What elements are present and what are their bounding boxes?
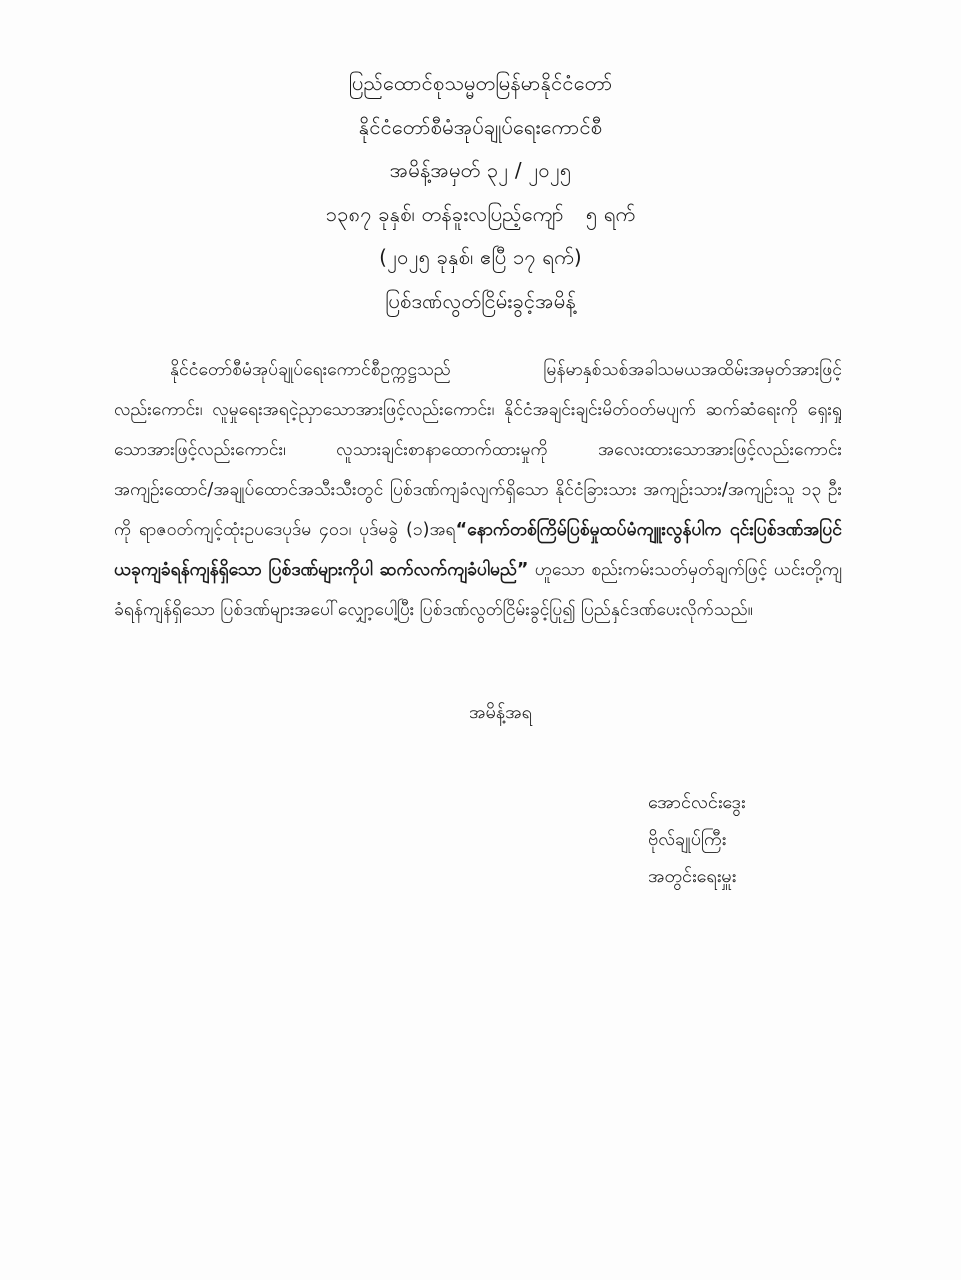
myanmar-date-day: ၅ ရက်	[585, 201, 636, 226]
order-number: အမိန့်အမှတ် ၃၂ / ၂၀၂၅	[389, 158, 572, 182]
order-subject: ပြစ်ဒဏ်လွတ်ငြိမ်းခွင့်အမိန့်	[385, 288, 576, 313]
signatory-rank: ဗိုလ်ချုပ်ကြီး	[648, 829, 727, 850]
myanmar-date-month: ၁၃၈၇ ခုနှစ်၊ တန်ခူးလပြည့်ကျော်	[325, 201, 564, 226]
document-header	[0, 62, 961, 323]
by-order-line: အမိန့်အရ	[469, 702, 532, 723]
body-text-part1: နိုင်ငံတော်စီမံအုပ်ချုပ်ရေးကောင်စီဥက္ကဋ္ဌသည် မြန်မာနှစ်သစ်အခါသမယအထိမ်းအမှတ်အားဖြင့်လည်းကောင်း၊ လူမှုရေးအရငဲ့ညှာသောအားဖြင့်လည်းကောင်း၊ နိုင်ငံအချင်းချင်းမိတ်ဝတ်မပျက် ဆက်ဆံရေးကို ရှေးရှုသောအားဖြင့်လည်းကောင်း၊ လူသားချင်းစာနာထောက်ထားမှုကို အလေးထားသောအားဖြင့်လည်းကောင်း အကျဉ်းထောင်/အချုပ်ထောင်အသီးသီးတွင် ပြစ်ဒဏ်ကျခံလျက်ရှိသော နိုင်ငံခြားသား အကျဉ်းသား/အကျဉ်းသူ ၁၃ ဦးကို ရာဇဝတ်ကျင့်ထုံးဥပဒေပုဒ်မ ၄၀၁၊ ပုဒ်မခွဲ (၁)အရ	[114, 360, 842, 540]
body-text-part2: ဟူသော စည်းကမ်းသတ်မှတ်ချက်ဖြင့် ယင်းတို့ကျခံရန်ကျန်ရှိသော ပြစ်ဒဏ်များအပေါ်လျှော့ပေါ့ပြီး ပြစ်ဒဏ်လွတ်ငြိမ်းခွင့်ပြု၍ ပြည်နှင်ဒဏ်ပေးလိုက်သည်။	[114, 560, 842, 620]
country-name: ပြည်ထောင်စုသမ္မတမြန်မာနိုင်ငံတော်	[348, 71, 613, 95]
signatory-name: အောင်လင်းဒွေး	[648, 792, 746, 813]
signature-block	[648, 784, 808, 895]
myanmar-date	[0, 193, 961, 237]
signatory-title: အတွင်းရေးမှူး	[648, 866, 737, 887]
body-condition-quote: “နောက်တစ်ကြိမ်ပြစ်မှုထပ်မံကျူးလွန်ပါက ၎င်းပြစ်ဒဏ်အပြင် ယခုကျခံရန်ကျန်ရှိသော ပြစ်ဒဏ်များကိုပါ ဆက်လက်ကျခံပါမည်”	[114, 520, 842, 580]
order-body-paragraph	[114, 350, 842, 630]
gregorian-date: (၂၀၂၅ ခုနှစ်၊ ဧပြီ ၁၇ ရက်)	[379, 245, 582, 269]
council-name: နိုင်ငံတော်စီမံအုပ်ချုပ်ရေးကောင်စီ	[358, 114, 603, 139]
